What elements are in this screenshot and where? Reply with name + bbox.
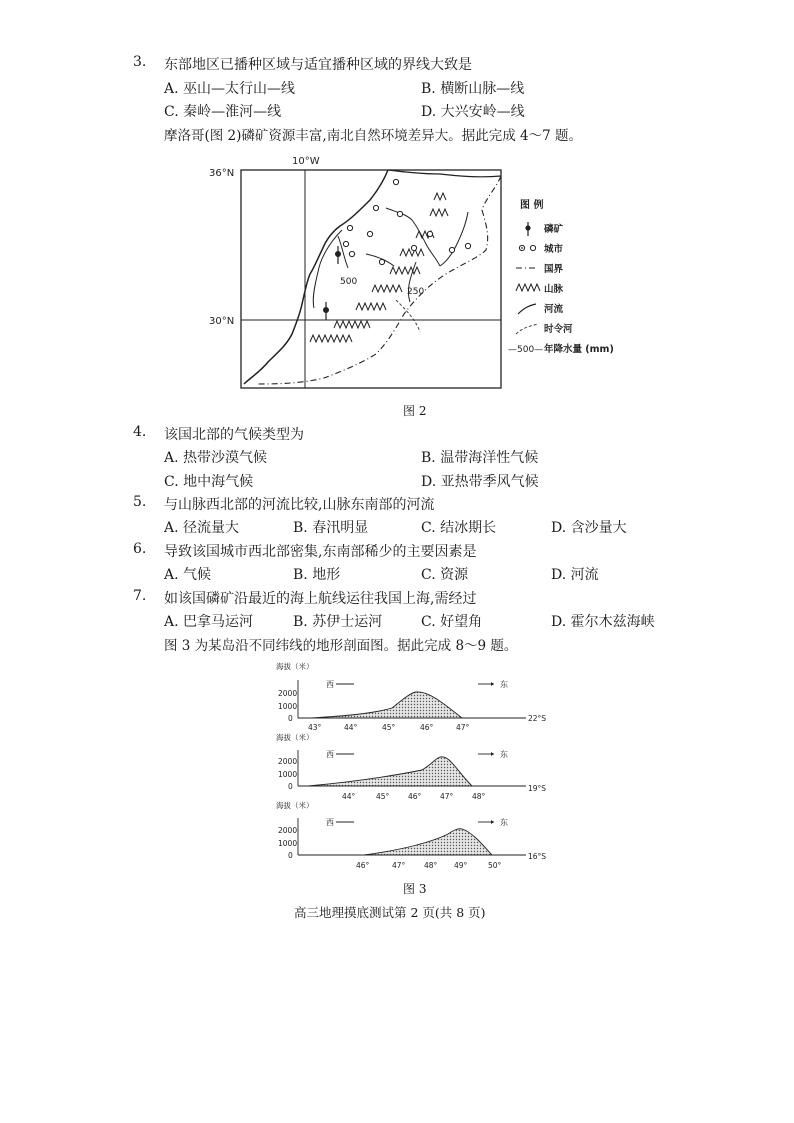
svg-text:44°: 44° <box>342 792 356 801</box>
svg-text:1000: 1000 <box>278 839 298 848</box>
option-a: A. 热带沙漠气候 <box>164 450 268 466</box>
option-b: B. 横断山脉—线 <box>421 81 525 97</box>
svg-text:46°: 46° <box>356 861 370 870</box>
profile-panel-19s <box>276 732 546 801</box>
rivers <box>338 208 468 268</box>
question-stem: 如该国磷矿沿最近的海上航线运往我国上海,需经过 <box>164 591 477 607</box>
svg-text:44°: 44° <box>344 723 358 732</box>
section-intro-1: 摩洛哥(图 2)磷矿资源丰富,南北自然环境差异大。据此完成 4～7 题。 <box>164 128 582 144</box>
svg-text:50°: 50° <box>488 861 502 870</box>
legend-city: 城市 <box>544 244 564 255</box>
svg-text:47°: 47° <box>392 861 406 870</box>
latitude-label: 19°S <box>528 784 547 793</box>
figure-3-profiles <box>272 658 562 870</box>
option-c: C. 资源 <box>421 567 469 583</box>
legend-title: 图 例 <box>520 200 544 211</box>
svg-text:47°: 47° <box>456 723 470 732</box>
option-d: D. 大兴安岭—线 <box>421 104 525 120</box>
west-label: 西 <box>326 818 334 827</box>
question-stem: 东部地区已播种区域与适宜播种区域的界线大致是 <box>164 57 472 73</box>
legend-seasonal-river: 时令河 <box>544 324 573 335</box>
option-b: B. 地形 <box>293 567 341 583</box>
option-d: D. 亚热带季风气候 <box>421 474 539 490</box>
west-label: 西 <box>326 750 334 759</box>
figure-2-map <box>200 150 620 396</box>
north-coast <box>388 170 501 177</box>
svg-text:46°: 46° <box>420 723 434 732</box>
svg-text:48°: 48° <box>472 792 486 801</box>
option-b: B. 苏伊士运河 <box>293 614 383 630</box>
svg-text:43°: 43° <box>308 723 322 732</box>
svg-text:0: 0 <box>288 714 293 723</box>
section-intro-2: 图 3 为某岛沿不同纬线的地形剖面图。据此完成 8～9 题。 <box>164 638 518 654</box>
legend-river: 河流 <box>544 304 564 315</box>
legend-mountain: 山脉 <box>544 284 564 295</box>
legend-mine: 磷矿 <box>544 224 564 235</box>
svg-text:2000: 2000 <box>278 826 298 835</box>
figure-3-caption: 图 3 <box>403 882 427 896</box>
svg-text:49°: 49° <box>454 861 468 870</box>
cities <box>343 179 470 264</box>
question-stem: 与山脉西北部的河流比较,山脉东南部的河流 <box>164 497 435 513</box>
profile-panel-22s <box>276 661 546 732</box>
svg-text:1000: 1000 <box>278 770 298 779</box>
phosphate-mines <box>323 246 341 320</box>
svg-text:45°: 45° <box>376 792 390 801</box>
option-a: A. 巫山—太行山—线 <box>164 81 296 97</box>
legend-isohyet: 年降水量 (mm) <box>544 344 614 355</box>
question-number: 6. <box>133 541 147 557</box>
option-b: B. 春汛明显 <box>293 520 369 536</box>
option-b: B. 温带海洋性气候 <box>421 450 539 466</box>
terrain-profile-19s <box>308 757 472 786</box>
option-a: A. 巴拿马运河 <box>164 614 254 630</box>
map-frame <box>241 170 501 388</box>
option-d: D. 河流 <box>551 567 599 583</box>
ylabel: 海拔（米） <box>276 801 314 810</box>
ylabel: 海拔（米） <box>276 733 314 742</box>
terrain-profile-16s <box>364 829 492 855</box>
svg-text:45°: 45° <box>382 723 396 732</box>
option-a: A. 气候 <box>164 567 212 583</box>
coastline <box>244 170 388 384</box>
option-c: C. 结冰期长 <box>421 520 497 536</box>
option-a: A. 径流量大 <box>164 520 240 536</box>
svg-text:0: 0 <box>288 851 293 860</box>
east-label: 东 <box>500 750 508 759</box>
svg-text:0: 0 <box>288 782 293 791</box>
question-stem: 导致该国城市西北部密集,东南部稀少的主要因素是 <box>164 544 477 560</box>
svg-text:1000: 1000 <box>278 702 298 711</box>
svg-text:2000: 2000 <box>278 757 298 766</box>
west-label: 西 <box>326 680 334 689</box>
profile-panel-16s <box>276 800 546 870</box>
legend-isohyet-sample: —500— <box>508 345 544 355</box>
question-number: 5. <box>133 494 147 510</box>
question-stem: 该国北部的气候类型为 <box>164 427 304 443</box>
latitude-label: 22°S <box>528 714 547 723</box>
option-c: C. 秦岭—淮河—线 <box>164 104 282 120</box>
longitude-label-10w: 10°W <box>292 156 320 167</box>
ylabel: 海拔（米） <box>276 662 314 671</box>
option-d: D. 霍尔木兹海峡 <box>551 614 655 630</box>
option-d: D. 含沙量大 <box>551 520 627 536</box>
question-number: 7. <box>133 588 147 604</box>
svg-text:47°: 47° <box>440 792 454 801</box>
question-number: 3. <box>133 54 147 70</box>
east-label: 东 <box>500 818 508 827</box>
latitude-label: 16°S <box>528 852 547 861</box>
isohyet-250-label: 250 <box>407 287 425 297</box>
legend-border: 国界 <box>544 264 564 275</box>
question-number: 4. <box>133 424 147 440</box>
east-label: 东 <box>500 680 508 689</box>
isohyet-500-label: 500 <box>340 277 358 287</box>
latitude-label-36n: 36°N <box>209 168 235 179</box>
seasonal-river <box>396 300 420 332</box>
figure-2-caption: 图 2 <box>403 404 427 418</box>
isohyet-500-line <box>313 230 342 308</box>
terrain-profile-22s <box>312 692 462 718</box>
svg-text:46°: 46° <box>408 792 422 801</box>
latitude-label-30n: 30°N <box>209 316 235 327</box>
svg-text:48°: 48° <box>424 861 438 870</box>
svg-text:2000: 2000 <box>278 689 298 698</box>
option-c: C. 地中海气候 <box>164 474 254 490</box>
page-footer: 高三地理摸底测试第 2 页(共 8 页) <box>294 905 486 920</box>
map-legend <box>508 198 614 355</box>
option-c: C. 好望角 <box>421 614 483 630</box>
